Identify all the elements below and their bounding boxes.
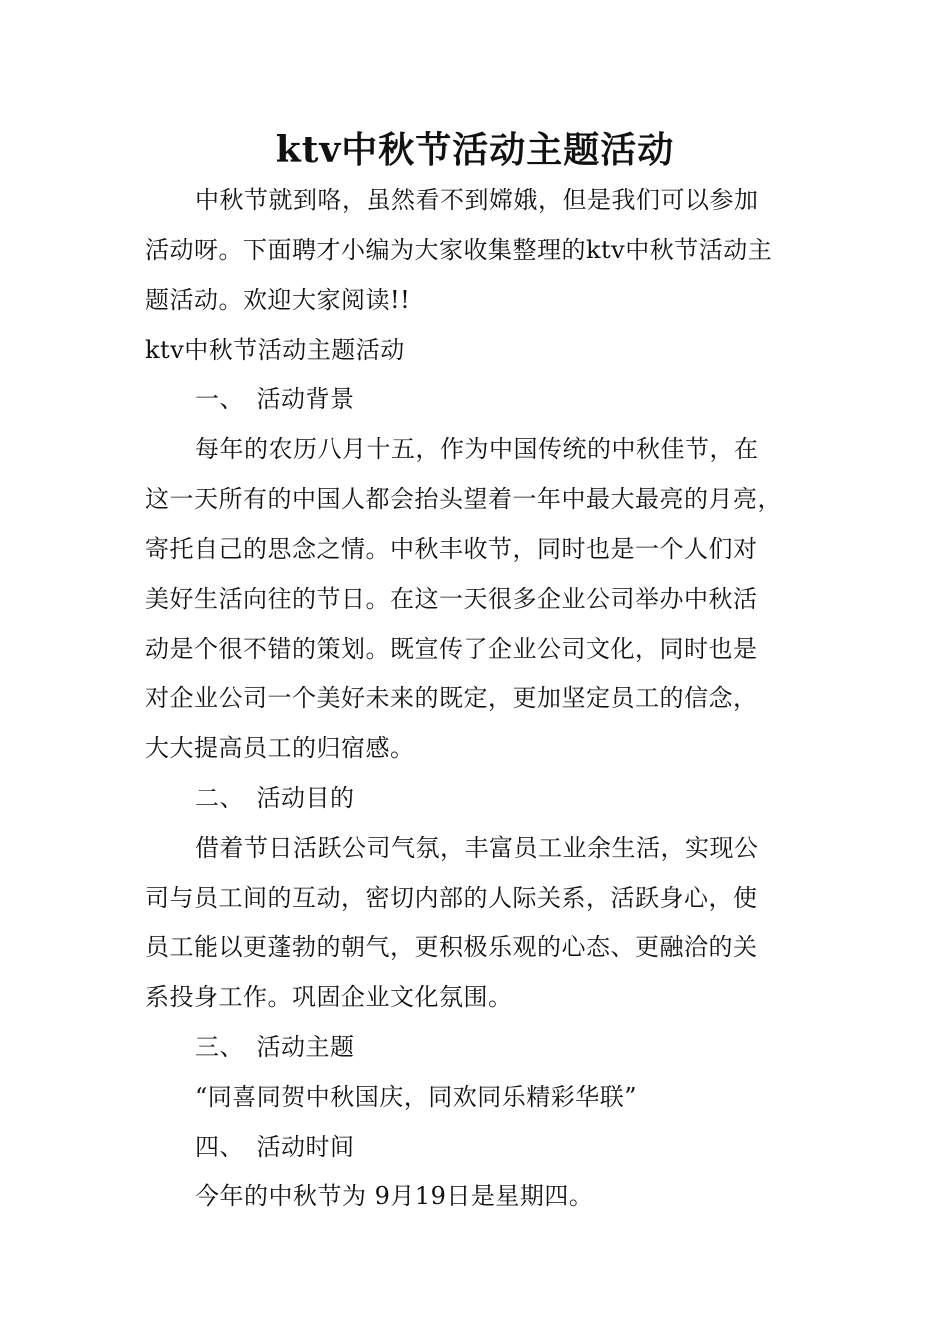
section-heading: 三、 活动主题 bbox=[195, 1033, 355, 1061]
section-subtitle: ktv中秋节活动主题活动 bbox=[145, 336, 405, 364]
document-title: ktv中秋节活动主题活动 bbox=[275, 129, 675, 171]
section-heading: 四、 活动时间 bbox=[195, 1133, 355, 1161]
paragraph-line: 今年的中秋节为 9月19日是星期四。 bbox=[195, 1182, 594, 1210]
section-heading: 二、 活动目的 bbox=[195, 784, 355, 812]
paragraph-line: 寄托自己的思念之情。中秋丰收节，同时也是一个人们对 bbox=[145, 535, 758, 563]
paragraph-line: 动是个很不错的策划。既宣传了企业公司文化，同时也是 bbox=[145, 635, 758, 663]
paragraph-line: 美好生活向往的节日。在这一天很多企业公司举办中秋活 bbox=[145, 585, 758, 613]
paragraph-line: 活动呀。下面聘才小编为大家收集整理的ktv中秋节活动主 bbox=[145, 236, 773, 264]
paragraph-line: 员工能以更蓬勃的朝气，更积极乐观的心态、更融洽的关 bbox=[145, 933, 758, 961]
paragraph-line: 系投身工作。巩固企业文化氛围。 bbox=[145, 983, 513, 1011]
theme-slogan: “同喜同贺中秋国庆，同欢同乐精彩华联” bbox=[195, 1083, 638, 1111]
paragraph-line: 大大提高员工的归宿感。 bbox=[145, 734, 415, 762]
paragraph-line: 题活动。欢迎大家阅读!! bbox=[145, 286, 411, 314]
paragraph-line: 这一天所有的中国人都会抬头望着一年中最大最亮的月亮， bbox=[145, 485, 782, 513]
section-heading: 一、 活动背景 bbox=[195, 385, 355, 413]
paragraph-line: 每年的农历八月十五，作为中国传统的中秋佳节，在 bbox=[195, 435, 759, 463]
paragraph-line: 对企业公司一个美好未来的既定，更加坚定员工的信念， bbox=[145, 684, 758, 712]
paragraph-line: 中秋节就到咯，虽然看不到嫦娥，但是我们可以参加 bbox=[195, 186, 759, 214]
paragraph-line: 借着节日活跃公司气氛，丰富员工业余生活，实现公 bbox=[195, 834, 759, 862]
paragraph-line: 司与员工间的互动，密切内部的人际关系，活跃身心，使 bbox=[145, 884, 758, 912]
